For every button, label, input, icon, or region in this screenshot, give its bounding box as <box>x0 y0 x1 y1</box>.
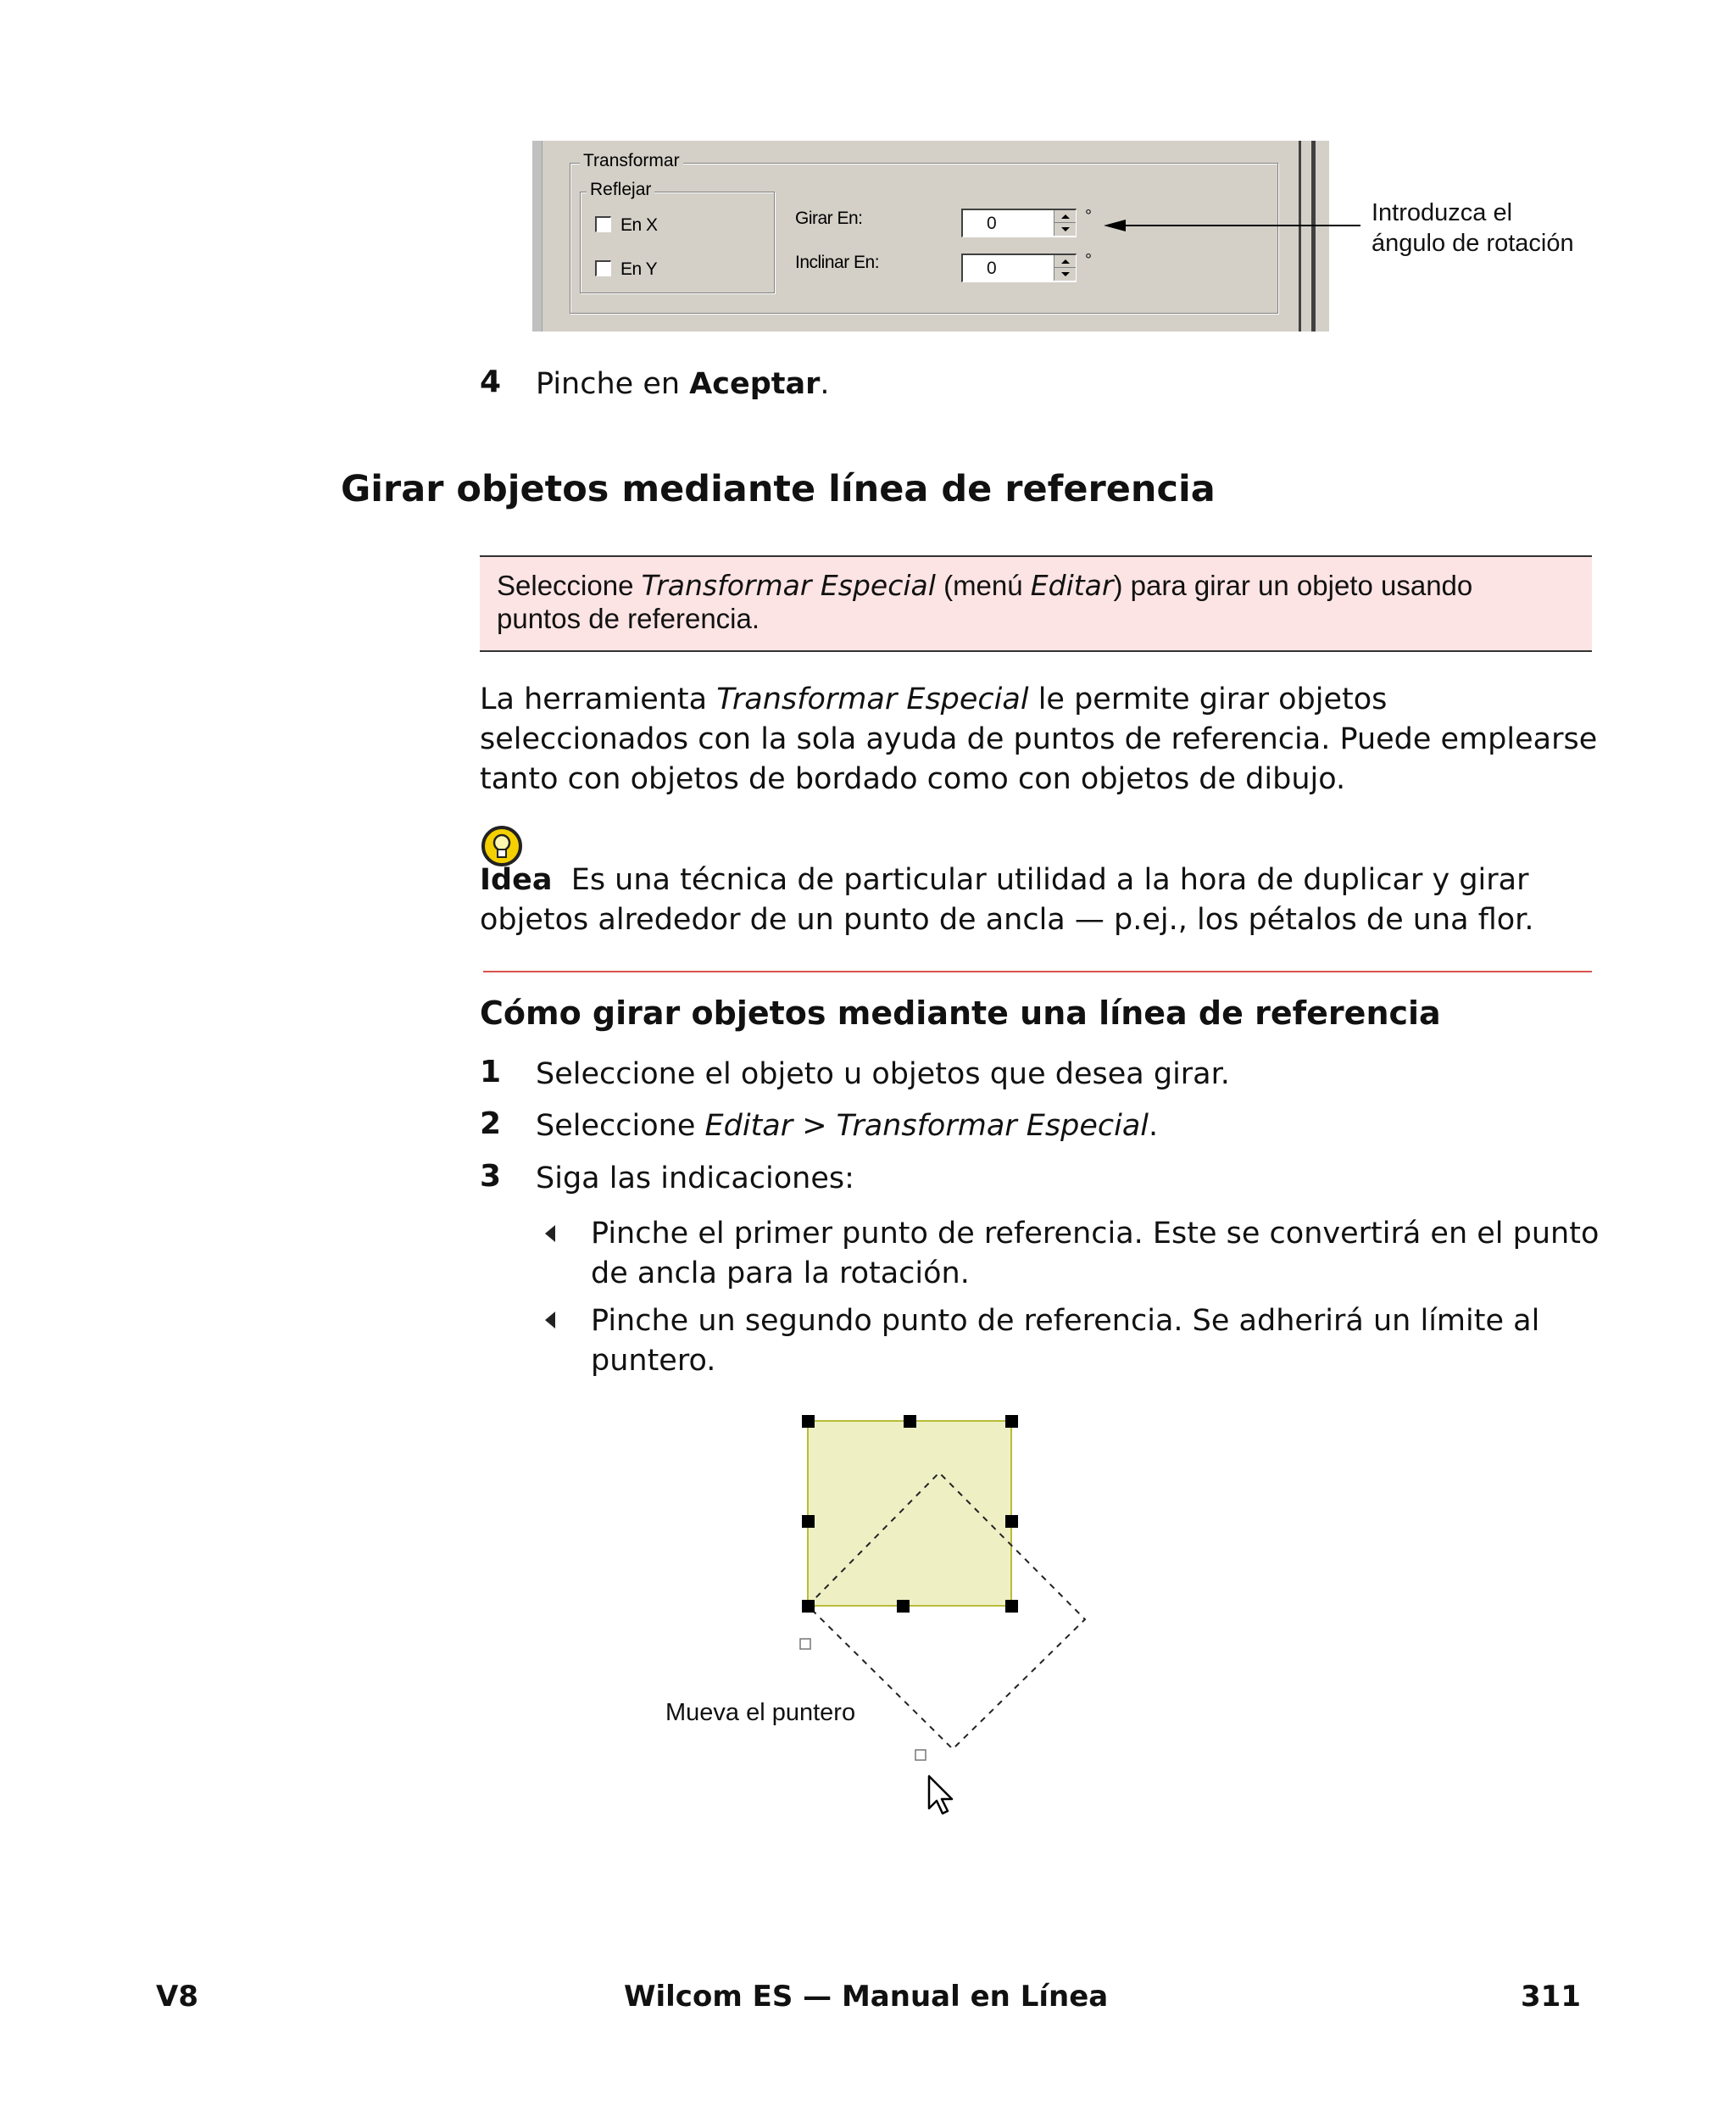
paragraph-post: le permite girar objetos <box>1028 682 1388 716</box>
dialog-left-edge <box>532 141 542 331</box>
callout-line-1: Introduzca el <box>1372 199 1513 226</box>
note-mid: (menú <box>935 570 1031 601</box>
step-2-text <box>536 1106 1158 1146</box>
note-line-1 <box>497 569 1575 602</box>
rotate-input[interactable] <box>961 209 1077 237</box>
section-title: Girar objetos mediante línea de referencia <box>341 468 1216 510</box>
handle-mr <box>1005 1515 1018 1528</box>
step-2-pre: Seleccione <box>536 1109 705 1143</box>
rotation-figure <box>763 1399 1102 1831</box>
skew-label: Inclinar En: <box>795 253 880 272</box>
handle-bm <box>897 1600 910 1613</box>
intro-paragraph <box>480 680 1607 799</box>
transform-group-title: Transformar <box>580 151 683 171</box>
reflect-x-label: En X <box>620 215 658 235</box>
step-1-text: Seleccione el objeto u objetos que desea girar. <box>536 1057 1230 1091</box>
section-divider <box>483 971 1592 972</box>
rotate-label: Girar En: <box>795 209 863 228</box>
rotate-degree: ° <box>1085 207 1092 226</box>
tip-text-1: Es una técnica de particular utilidad a la hora de duplicar y girar <box>570 863 1529 897</box>
step-4-number: 4 <box>480 365 502 399</box>
bullet-arrow-icon <box>545 1225 555 1242</box>
reflect-group-title: Reflejar <box>587 180 654 200</box>
skew-input[interactable] <box>961 253 1077 282</box>
bullet-2 <box>591 1301 1608 1381</box>
reflect-group <box>580 192 775 293</box>
paragraph-line-3: tanto con objetos de bordado como con objetos de dibujo. <box>480 762 1346 796</box>
reflect-x-checkbox[interactable] <box>595 216 611 232</box>
reference-point-1 <box>800 1639 810 1649</box>
step-2-italic: Editar > Transformar Especial <box>704 1109 1149 1143</box>
step-4-bold: Aceptar <box>689 367 821 401</box>
note-pre: Seleccione <box>497 570 642 601</box>
callout-line-2: ángulo de rotación <box>1372 230 1574 257</box>
bullet-arrow-icon <box>545 1312 555 1329</box>
transform-dialog <box>532 141 1329 331</box>
note-italic-2: Editar <box>1030 569 1114 602</box>
spin-up-icon[interactable] <box>1054 255 1076 268</box>
handle-bl <box>802 1600 815 1613</box>
note-italic-1: Transformar Especial <box>641 569 936 602</box>
footer-version: V8 <box>156 1980 198 2014</box>
reflect-y-checkbox[interactable] <box>595 260 611 276</box>
selected-object <box>808 1421 1011 1606</box>
step-2-number: 2 <box>480 1106 502 1141</box>
tip-line-2: objetos alrededor de un punto de ancla — p.ej., los pétalos de una flor. <box>480 903 1534 937</box>
step-2-post: . <box>1149 1109 1159 1143</box>
paragraph-line-2: seleccionados con la sola ayuda de puntos de referencia. Puede emplearse <box>480 722 1598 756</box>
step-3-number: 3 <box>480 1159 502 1194</box>
bullet-1-line-2: de ancla para la rotación. <box>591 1256 970 1290</box>
bullet-1-line-1: Pinche el primer punto de referencia. Este se convertirá en el punto <box>591 1217 1600 1251</box>
note-post: ) para girar un objeto usando <box>1113 570 1473 601</box>
bullet-2-line-1: Pinche un segundo punto de referencia. Se adherirá un límite al <box>591 1304 1540 1338</box>
step-4-prefix: Pinche en <box>536 367 690 401</box>
step-4-text <box>536 365 830 404</box>
callout-text <box>1372 198 1574 259</box>
note-box <box>480 555 1592 652</box>
handle-tl <box>802 1415 815 1428</box>
spin-down-icon[interactable] <box>1054 268 1076 281</box>
step-3-text: Siga las indicaciones: <box>536 1162 854 1195</box>
tip-paragraph <box>480 861 1607 940</box>
step-4-suffix: . <box>820 367 830 401</box>
footer-page-number: 311 <box>1521 1980 1581 2014</box>
step-1-number: 1 <box>480 1055 502 1089</box>
paragraph-italic: Transformar Especial <box>716 682 1029 716</box>
rotate-value: 0 <box>987 214 997 233</box>
handle-ml <box>802 1515 815 1528</box>
bullet-2-line-2: puntero. <box>591 1344 716 1378</box>
skew-degree: ° <box>1085 251 1092 270</box>
rotate-spinner[interactable] <box>1054 210 1076 236</box>
figure-caption: Mueva el puntero <box>665 1699 856 1726</box>
footer-title: Wilcom ES — Manual en Línea <box>624 1980 1109 2014</box>
bullet-1 <box>591 1214 1608 1294</box>
dialog-right-edge <box>1299 141 1329 331</box>
handle-tm <box>904 1415 916 1428</box>
reflect-y-label: En Y <box>620 259 658 279</box>
paragraph-pre: La herramienta <box>480 682 717 716</box>
spin-down-icon[interactable] <box>1054 223 1076 236</box>
subsection-title: Cómo girar objetos mediante una línea de referencia <box>480 994 1441 1032</box>
tip-label: Idea <box>480 863 553 897</box>
callout-arrow <box>1102 215 1365 236</box>
handle-br <box>1005 1600 1018 1613</box>
note-line-2: puntos de referencia. <box>497 603 760 634</box>
spin-up-icon[interactable] <box>1054 210 1076 223</box>
tip-line-1 <box>480 861 1607 900</box>
reference-point-2 <box>915 1750 926 1760</box>
mouse-pointer-icon <box>929 1776 952 1813</box>
paragraph-line-1 <box>480 680 1607 720</box>
handle-tr <box>1005 1415 1018 1428</box>
skew-spinner[interactable] <box>1054 255 1076 281</box>
skew-value: 0 <box>987 259 997 278</box>
